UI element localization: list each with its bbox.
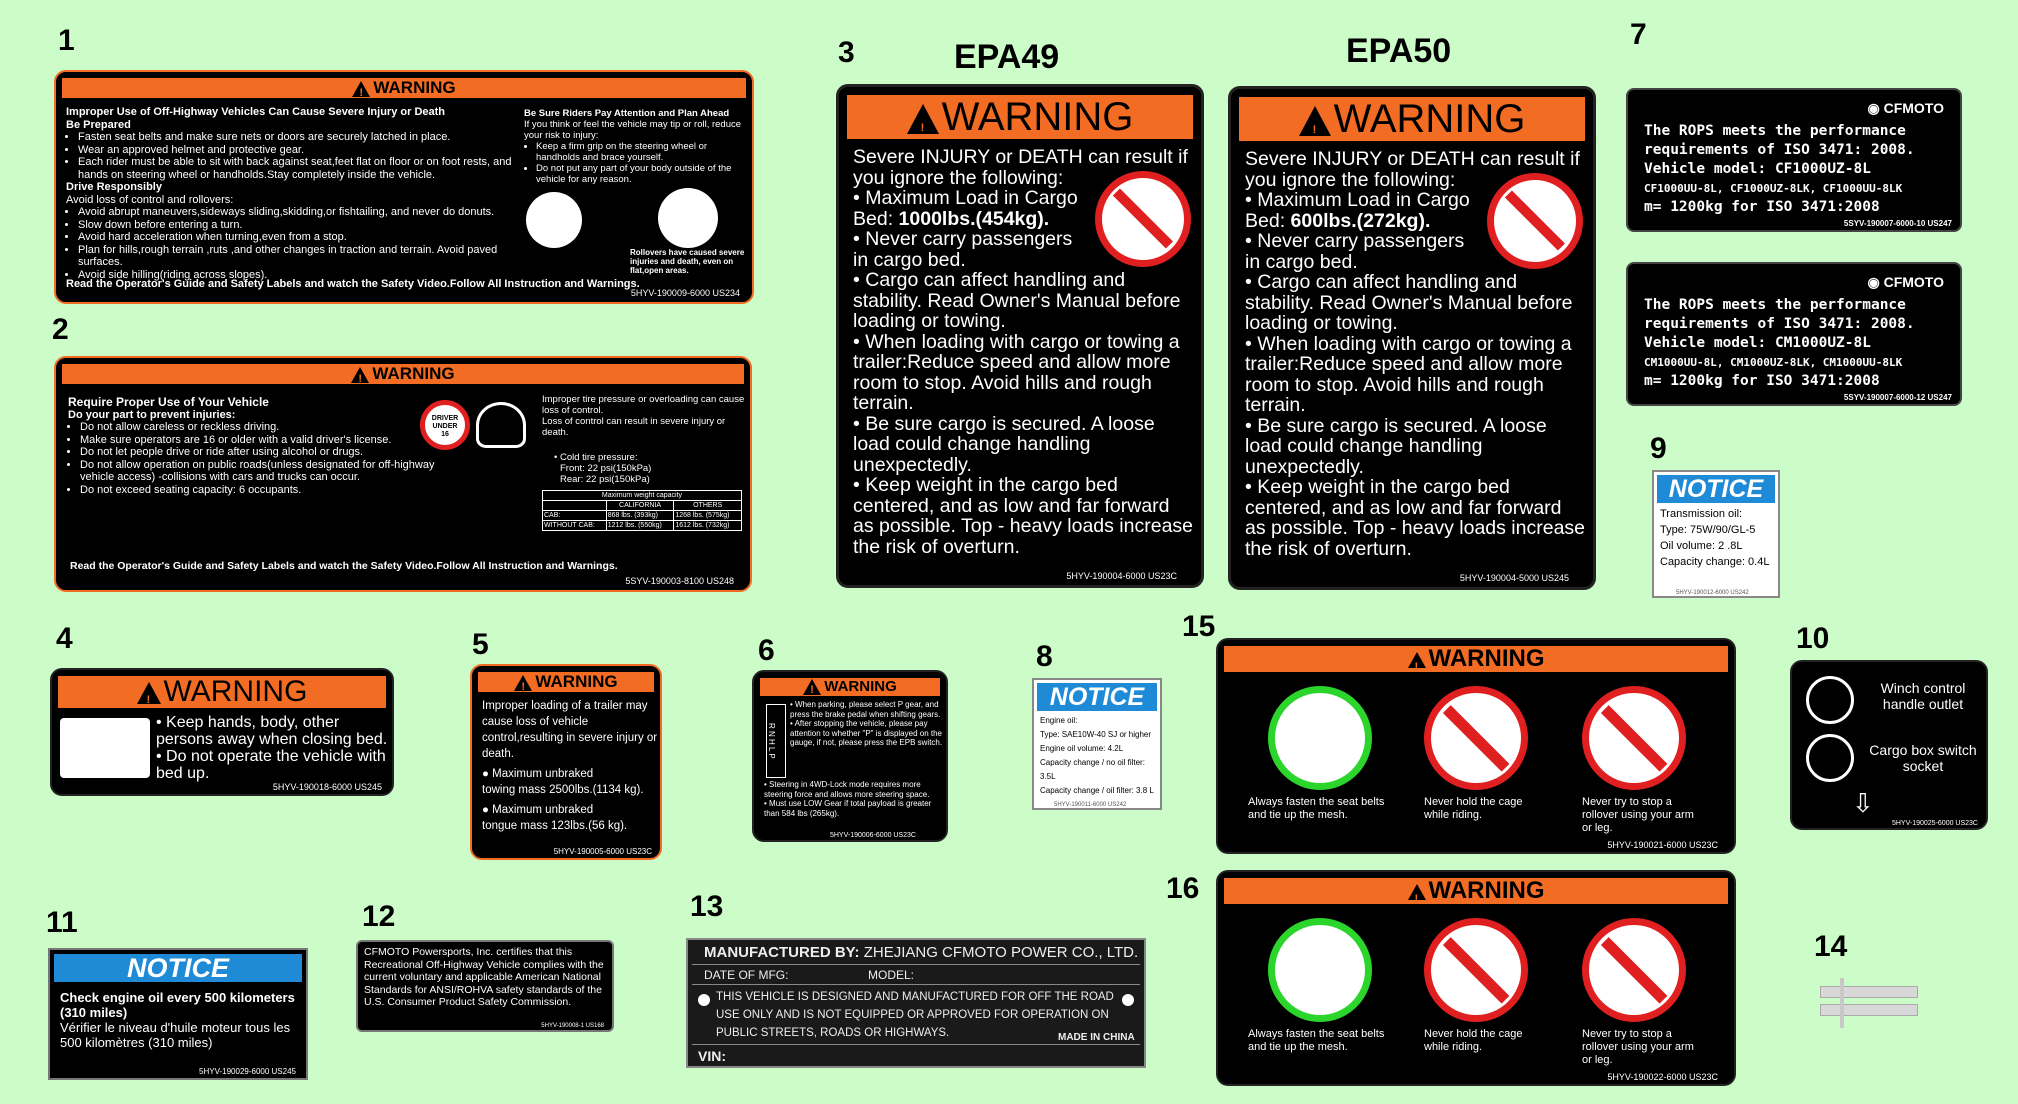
label2-cold: Cold tire pressure: (559, 452, 638, 463)
item-number-15: 15 (1182, 610, 1216, 643)
label2-bullet: • Do not let people drive or ride after using alcohol or drugs. (80, 446, 448, 459)
epa49-intro: Severe INJURY or DEATH can result if you ignore the following: (853, 146, 1188, 189)
notice-header: NOTICE (1037, 683, 1157, 711)
alert-triangle-icon (907, 104, 939, 134)
epa50-intro: Severe INJURY or DEATH can result if you ignore the following: (1245, 148, 1580, 191)
alert-triangle-icon (352, 81, 370, 97)
alert-triangle-icon (1299, 106, 1331, 136)
label2-front: Front: 22 psi(150kPa) (560, 463, 652, 474)
table-row-label: WITHOUT CAB: (543, 521, 607, 531)
label-7b-rops (1626, 262, 1962, 406)
label2-bullet: • Make sure operators are 16 or older with a valid driver's license. (80, 434, 448, 447)
epa50-bullet: When loading with cargo or towing a trailer:Reduce speed and allow more room to stop. Avoid hills and rough terrain. (1245, 332, 1572, 416)
label-6-warning: !WARNING R N H L P • When parking, please select P gear, and press the brake pedal when shifting gears. • After stopping the vehicle, please pay attention to whether "P" is displayed on the gauge, if not, please press the EPB switch. • Steering in 4WD-Lock mode requires more steering force and allows more steering space. • Must use LOW Gear if total payload is greater than 584 lbs (265kg). 5HYV-190006-6000 US23C (752, 670, 948, 842)
label7-code: 5SYV-190007-6000-10 US247 (1843, 219, 1952, 228)
item-number-14: 14 (1814, 930, 1848, 963)
label9-code: 5HYV-190012-6000 US242 (1676, 590, 1749, 596)
epa50-title: EPA50 (1346, 32, 1452, 70)
label2-bullet: • Do not allow operation on public roads(unless designated for off-highway vehicle access) -collisions with cars and trucks can occur. (80, 459, 448, 484)
strip (1840, 978, 1844, 1028)
label1-right-bullet: • Do not put any part of your body outside of the vehicle for any reason. (536, 163, 746, 185)
gear-indicator: R N H L P (766, 704, 786, 778)
label1-rollover-text: Rollovers have caused severe injuries and death, even on flat,open areas. (630, 248, 745, 275)
label1-right-heading: Be Sure Riders Pay Attention and Plan Ahead (524, 108, 730, 119)
warning-header: !WARNING (847, 95, 1193, 139)
label-9-notice (1652, 470, 1780, 598)
item-number-4: 4 (56, 622, 73, 655)
label1-sub1: Be Prepared (66, 118, 131, 131)
notice-line: Engine oil volume: 4.2L (1040, 744, 1124, 753)
label5-text: Improper loading of a trailer may cause loss of vehicle control,resulting in severe injury or death. (482, 700, 658, 760)
rops-line: The ROPS meets the performance (1644, 123, 1906, 139)
alert-triangle-icon (803, 679, 821, 695)
label2-bullet: • Do not allow careless or reckless driving. (80, 421, 448, 434)
label1-bullet: • Each rider must be able to sit with back against seat,feet flat on floor or on foot rests, and hands on steering wheel or handholds.Stay completely inside the vehicle. (78, 156, 516, 181)
table-cell: 1612 lbs. (732kg) (674, 521, 742, 531)
no-passengers-icon (1487, 173, 1583, 269)
label-5-warning: !WARNING Improper loading of a trailer may cause loss of vehicle control,resulting in severe injury or death. ● Maximum unbraked towing mass 2500lbs.(1134 kg). ● Maximum unbraked tongue mass 123lbs.(56 kg). 5HYV-190005-6000 US23C (470, 664, 662, 860)
label1-bullet: • Fasten seat belts and make sure nets or doors are securely latched in place. (78, 131, 516, 144)
label2-sub: Do your part to prevent injuries: (68, 408, 236, 421)
made-in-china: MADE IN CHINA (1058, 1032, 1135, 1043)
label15-code: 5HYV-190021-6000 US23C (1607, 840, 1718, 850)
weight-capacity-table (542, 490, 742, 531)
cargo-socket-icon (1806, 734, 1854, 782)
epa50-bullet: Keep weight in the cargo bed centered, and as low and far forward as possible. Top - heavy loads increase the risk of overturn. (1245, 476, 1586, 560)
notice-line: Engine oil: (1040, 716, 1078, 725)
epa49-load: Maximum Load in Cargo Bed: (853, 187, 1078, 230)
alert-triangle-icon (1408, 652, 1426, 668)
label2-rear: Rear: 22 psi(150kPa) (560, 474, 650, 485)
rops-line: CM1000UU-8L, CM1000UZ-8LK, CM1000UU-8LK (1644, 356, 1903, 369)
warning-header: !WARNING (1239, 97, 1585, 141)
off-road-notice: THIS VEHICLE IS DESIGNED AND MANUFACTURED FOR OFF THE ROAD USE ONLY AND IS NOT EQUIPPED OR APPROVED FOR OPERATION ON PUBLIC STREETS, ROADS OR HIGHWAYS. (716, 991, 1114, 1039)
label-11-notice (48, 948, 308, 1080)
label16-code: 5HYV-190022-6000 US23C (1607, 1072, 1718, 1082)
alert-triangle-icon (137, 682, 161, 704)
item-number-16: 16 (1166, 872, 1200, 905)
label4-bullet: Do not operate the vehicle with bed up. (156, 748, 386, 782)
warning-header: !WARNING (62, 364, 744, 384)
label12-code: 5HYV-190008-1 US168 (541, 1023, 604, 1029)
label1-code: 5HYV-190009-6000 US234 (630, 288, 740, 298)
rops-line: CF1000UU-8L, CF1000UZ-8LK, CF1000UU-8LK (1644, 182, 1903, 195)
notice-line: Type: 75W/90/GL-5 (1660, 524, 1756, 536)
warning-header: !WARNING (1224, 878, 1728, 904)
table-title: Maximum weight capacity (543, 491, 742, 501)
label1-footer: Read the Operator's Guide and Safety Labels and watch the Safety Video.Follow All Instruction and Warnings. (66, 278, 640, 290)
label-12-certification (356, 940, 614, 1032)
no-stop-rollover-icon (1582, 686, 1686, 790)
item-number-12: 12 (362, 900, 396, 933)
caption: Always fasten the seat belts and tie up the mesh. (1248, 1028, 1385, 1053)
driver-under-16-text: DRIVER UNDER 16 (431, 415, 459, 438)
cfmoto-logo: ◉ CFMOTO (1867, 100, 1944, 116)
vin-label: VIN: (698, 1048, 726, 1064)
label10-line1: Winch control handle outlet (1880, 680, 1966, 712)
item-number-10: 10 (1796, 622, 1830, 655)
label8-code: 5HYV-190011-6000 US242 (1054, 802, 1127, 808)
warning-header: !WARNING (58, 676, 386, 708)
seatbelt-fasten-icon (1268, 918, 1372, 1022)
item-number-13: 13 (690, 890, 724, 923)
divider (692, 964, 1140, 965)
no-passengers-icon (1095, 171, 1191, 267)
epa49-bullet: Cargo can affect handling and stability. Read Owner's Manual before loading or towing. (853, 269, 1181, 332)
label1-right-text: If you think or feel the vehicle may tip or roll, reduce your risk to injury: (524, 119, 742, 141)
divider (692, 1044, 1140, 1045)
table-cell: 1212 lbs. (550kg) (606, 521, 674, 531)
item-number-5: 5 (472, 628, 489, 661)
strip (1820, 1004, 1918, 1016)
down-arrow-icon: ⇩ (1852, 788, 1874, 818)
label2-code: 5SYV-190003-8100 US248 (625, 576, 734, 586)
table-cell: 868 lbs. (393kg) (606, 511, 674, 521)
notice-header: NOTICE (54, 954, 302, 982)
item-number-3: 3 (838, 36, 855, 69)
warning-header: !WARNING (62, 78, 746, 98)
label1-bullet: • Slow down before entering a turn. (78, 219, 516, 232)
seatbelt-fasten-icon (1268, 686, 1372, 790)
label12-text: CFMOTO Powersports, Inc. certifies that this Recreational Off-Highway Vehicle complies with the current voluntary and applicable American National Standards for ANSI/ROHVA safety standards of the U.S. Consumer Product Safety Commission. (364, 946, 604, 1008)
rivet-icon (698, 994, 710, 1006)
epa49-bullet: Never carry passengers in cargo bed. (853, 228, 1073, 271)
hand-crush-icon (60, 718, 150, 778)
warning-header: !WARNING (478, 672, 654, 692)
label5-bullet-b: tongue mass 123lbs.(56 kg). (482, 820, 628, 832)
label1-right-bullet: • Keep a firm grip on the steering wheel or handholds and brace yourself. (536, 141, 746, 163)
label2-tire-text: Improper tire pressure or overloading can cause loss of control. (542, 394, 745, 416)
rops-line: Vehicle model: CM1000UZ-8L (1644, 335, 1871, 351)
alert-triangle-icon (351, 367, 369, 383)
item-number-2: 2 (52, 313, 69, 346)
label1-bullet: • Wear an approved helmet and protective gear. (78, 144, 516, 157)
epa50-bullet: Cargo can affect handling and stability. Read Owner's Manual before loading or towing. (1245, 271, 1573, 334)
rops-line: requirements of ISO 3471: 2008. (1644, 316, 1915, 332)
label-3-epa49-warning: !WARNING Severe INJURY or DEATH can result if you ignore the following: • Maximum Load in Cargo Bed: 1000lbs.(454kg). • Never carry passengers in cargo bed. • Cargo can affect handling and stability. Read Owner's Manual before loading or towing. • When loading with cargo or towing a trailer:Reduce speed and allow more room to stop. Avoid hills and rough terrain. • Be sure cargo is secured. A loose load could change handling unexpectedly. • Keep weight in the cargo bed centered, and as low and far forward as possible. Top - heavy loads increase the risk of overturn. 5HYV-190004-6000 US23C (836, 84, 1204, 588)
item-number-11: 11 (46, 906, 78, 939)
label6-bullet: Steering in 4WD-Lock mode requires more steering force and allows more steering space. (764, 780, 930, 799)
label1-sub2b: Avoid loss of control and rollovers: (66, 193, 234, 206)
table-cell: 1268 lbs. (575kg) (674, 511, 742, 521)
rops-line: requirements of ISO 3471: 2008. (1644, 142, 1915, 158)
label7b-code: 5SYV-190007-6000-12 US247 (1843, 393, 1952, 402)
label5-bullet-b: towing mass 2500lbs.(1134 kg). (482, 784, 644, 796)
label1-bullet: • Avoid side hilling(riding across slopes). (78, 269, 516, 282)
epa50-bullet: Be sure cargo is secured. A loose load could change handling unexpectedly. (1245, 414, 1547, 478)
epa50-code: 5HYV-190004-5000 US245 (1459, 573, 1569, 583)
table-row-label: CAB: (543, 511, 607, 521)
label-16-warning (1216, 870, 1736, 1086)
label5-bullet: Maximum unbraked (492, 804, 594, 816)
epa49-bullet: Keep weight in the cargo bed centered, and as low and far forward as possible. Top - heavy loads increase the risk of overturn. (853, 474, 1194, 558)
epa49-bullet: When loading with cargo or towing a trailer:Reduce speed and allow more room to stop. Avoid hills and rough terrain. (853, 330, 1180, 414)
label6-bullet: Must use LOW Gear if total payload is greater than 584 lbs (265kg). (764, 799, 932, 818)
no-hold-cage-icon (1424, 686, 1528, 790)
item-number-1: 1 (58, 24, 75, 57)
label5-bullet: Maximum unbraked (492, 768, 594, 780)
epa50-bullet: Never carry passengers in cargo bed. (1245, 230, 1465, 273)
label-1-warning (54, 70, 754, 304)
item-number-6: 6 (758, 634, 775, 667)
tire-pressure-icon (476, 402, 526, 448)
caption: Never try to stop a rollover using your arm or leg. (1582, 1028, 1694, 1066)
seatbelt-icon (526, 192, 582, 248)
no-driver-under-16-icon (420, 400, 470, 450)
label2-bullet: • Do not exceed seating capacity: 6 occupants. (80, 484, 448, 497)
rops-line: The ROPS meets the performance (1644, 297, 1906, 313)
item-14-strips (1820, 978, 1918, 1028)
label6-bullet: When parking, please select P gear, and press the brake pedal when shifting gears. (790, 700, 941, 719)
label11-code: 5HYV-190029-6000 US245 (199, 1067, 296, 1076)
label2-tire-text2: Loss of control can result in severe injury or death. (542, 416, 726, 438)
winch-outlet-icon (1806, 676, 1854, 724)
epa49-bullet: Be sure cargo is secured. A loose load could change handling unexpectedly. (853, 412, 1155, 476)
label6-bullet: After stopping the vehicle, please pay attention to whether "P" is displayed on the gauge, if not, please press the EPB switch. (790, 719, 943, 747)
epa49-code: 5HYV-190004-6000 US23C (1066, 571, 1177, 581)
label-10-sockets (1790, 660, 1988, 830)
notice-line: Capacity change: 0.4L (1660, 556, 1770, 568)
epa49-load-value: 1000lbs.(454kg). (898, 207, 1050, 230)
model-label: MODEL: (868, 968, 915, 982)
rollover-icon (658, 188, 718, 248)
rops-line: m= 1200kg for ISO 3471:2008 (1644, 199, 1880, 215)
label-7-rops (1626, 88, 1962, 232)
label2-heading: Require Proper Use of Your Vehicle (68, 395, 269, 409)
caption: Never hold the cage while riding. (1424, 1028, 1523, 1053)
item-number-7: 7 (1630, 18, 1647, 51)
item-number-8: 8 (1036, 640, 1053, 673)
date-of-mfg: DATE OF MFG: (704, 968, 789, 982)
epa50-load-value: 600lbs.(272kg). (1290, 209, 1431, 232)
table-col: CALIFORNIA (606, 501, 674, 511)
rops-line: Vehicle model: CF1000UZ-8L (1644, 161, 1871, 177)
notice-line: Oil volume: 2 .8L (1660, 540, 1743, 552)
rops-line: m= 1200kg for ISO 3471:2008 (1644, 373, 1880, 389)
label1-sub2: Drive Responsibly (66, 181, 162, 193)
no-stop-rollover-icon (1582, 918, 1686, 1022)
cfmoto-logo: ◉ CFMOTO (1867, 274, 1944, 290)
caption: Never try to stop a rollover using your arm or leg. (1582, 796, 1694, 834)
notice-line: Type: SAE10W-40 SJ or higher (1040, 730, 1152, 739)
notice-header: NOTICE (1657, 475, 1775, 503)
label1-bullet: • Avoid hard acceleration when turning,even from a stop. (78, 231, 516, 244)
label6-code: 5HYV-190006-6000 US23C (829, 832, 916, 839)
label-4-warning: !WARNING • Keep hands, body, other persons away when closing bed. • Do not operate the vehicle with bed up. 5HYV-190018-6000 US245 (50, 668, 394, 796)
rivet-icon (1122, 994, 1134, 1006)
label10-code: 5HYV-190025-6000 US23C (1891, 820, 1978, 827)
epa49-title: EPA49 (954, 38, 1060, 76)
label5-code: 5HYV-190005-6000 US23C (553, 847, 652, 856)
alert-triangle-icon (1408, 884, 1426, 900)
label1-heading: Improper Use of Off-Highway Vehicles Can Cause Severe Injury or Death (66, 106, 446, 118)
caption: Never hold the cage while riding. (1424, 796, 1523, 821)
label11-line1: Check engine oil every 500 kilometers (310 miles) (60, 990, 295, 1020)
alert-triangle-icon (514, 675, 532, 691)
notice-line: Transmission oil: (1660, 508, 1743, 520)
label-15-warning (1216, 638, 1736, 854)
label2-footer: Read the Operator's Guide and Safety Labels and watch the Safety Video.Follow All Instruction and Warnings. (70, 560, 618, 572)
strip (1820, 986, 1918, 998)
mfg-name: ZHEJIANG CFMOTO POWER CO., LTD. (863, 944, 1139, 961)
table-col: OTHERS (674, 501, 742, 511)
label4-code: 5HYV-190018-6000 US245 (272, 782, 382, 792)
caption: Always fasten the seat belts and tie up the mesh. (1248, 796, 1385, 821)
epa50-load: Maximum Load in Cargo Bed: (1245, 189, 1470, 232)
mfg-label: MANUFACTURED BY: (704, 944, 860, 961)
label1-bullet: • Avoid abrupt maneuvers,sideways sliding,skidding,or fishtailing, and never do donuts. (78, 206, 516, 219)
no-hold-cage-icon (1424, 918, 1528, 1022)
item-number-9: 9 (1650, 432, 1667, 465)
notice-line: Capacity change / no oil filter: 3.5L (1040, 758, 1145, 781)
label11-line2: Vérifier le niveau d'huile moteur tous les 500 kilomètres (310 miles) (60, 1020, 291, 1050)
label-3-epa50-warning: !WARNING Severe INJURY or DEATH can result if you ignore the following: • Maximum Load in Cargo Bed: 600lbs.(272kg). • Never carry passengers in cargo bed. • Cargo can affect handling and stability. Read Owner's Manual before loading or towing. • When loading with cargo or towing a trailer:Reduce speed and allow more room to stop. Avoid hills and rough terrain. • Be sure cargo is secured. A loose load could change handling unexpectedly. • Keep weight in the cargo bed centered, and as low and far forward as possible. Top - heavy loads increase the risk of overturn. 5HYV-190004-5000 US245 (1228, 86, 1596, 590)
label4-bullet: Keep hands, body, other persons away when closing bed. (156, 714, 388, 748)
label10-line2: Cargo box switch socket (1869, 742, 1977, 774)
label-2-warning: !WARNING Require Proper Use of Your Vehicle Do your part to prevent injuries: • Do not allow careless or reckless driving. • Make sure operators are 16 or older with a valid driver's license. • Do not let people drive or ride after using alcohol or drugs. • Do not allow operation on public roads(unless designated for off-highway vehicle access) -collisions with cars and trucks can occur. • Do not exceed seating capacity: 6 occupants. DRIVER UNDER 16 Improper tire pressure or overloading can cause loss of control. Loss of control can result in severe injury or death. • Cold tire pressure: Front: 22 psi(150kPa) Rear: 22 psi(150kPa) Maximum weight capacity CALIFORNIA OTHERS CAB: 868 lbs. (393kg) 1268 lbs. (575kg) WITHOUT CAB: 1212 lbs. (550kg) 1612 lbs. (732kg) Read the Operator's Guide and Safety Labels and watch the Safety Video.Follow All Instruction and Warnings. 5SYV-190003-8100 US248 (54, 356, 752, 592)
label-8-notice (1032, 678, 1162, 810)
divider (692, 984, 1140, 985)
notice-line: Capacity change / oil filter: 3.8 L (1040, 786, 1154, 795)
label1-bullet: • Plan for hills,rough terrain ,ruts ,and other changes in traction and terrain. Avoid paved surfaces. (78, 244, 516, 269)
warning-header: !WARNING (760, 678, 940, 696)
warning-header: !WARNING (1224, 646, 1728, 672)
label-13-manufacturer-plate (686, 938, 1146, 1068)
